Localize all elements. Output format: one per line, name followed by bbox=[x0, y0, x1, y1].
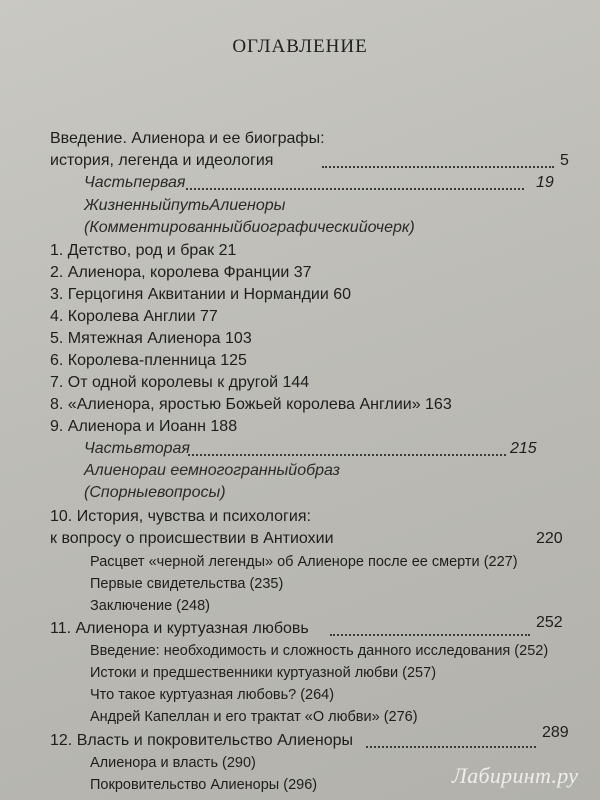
dot-leader bbox=[330, 634, 530, 636]
toc-chapter-7: 7. От одной королевы к другой 144 bbox=[50, 374, 310, 391]
toc-section: Покровительство Алиеноры (296) bbox=[90, 777, 318, 793]
toc-chapter-5: 5. Мятежная Алиенора 103 bbox=[50, 330, 252, 347]
toc-chapter-10: 10. История, чувства и психология: bbox=[50, 508, 311, 525]
dot-leader bbox=[366, 746, 536, 748]
toc-chapter-8: 8. «Алиенора, яростью Божьей королева Англии» 163 bbox=[50, 396, 452, 413]
toc-chapter-10-cont: к вопросу о происшествии в Антиохии bbox=[50, 530, 334, 547]
toc-chapter-4: 4. Королева Англии 77 bbox=[50, 308, 218, 325]
toc-page-number: 289 bbox=[542, 724, 569, 741]
toc-chapter-11: 11. Алиенора и куртуазная любовь bbox=[50, 620, 309, 637]
toc-chapter-2: 2. Алиенора, королева Франции 37 bbox=[50, 264, 312, 281]
page-title: ОГЛАВЛЕНИЕ bbox=[232, 36, 368, 57]
dot-leader bbox=[186, 188, 524, 190]
toc-chapter-12: 12. Власть и покровительство Алиеноры bbox=[50, 732, 354, 749]
toc-section: Андрей Капеллан и его трактат «О любви» (276) bbox=[90, 709, 418, 725]
toc-section: Введение: необходимость и сложность данного исследования (252) bbox=[90, 643, 549, 659]
toc-section: Первые свидетельства (235) bbox=[90, 576, 284, 592]
part-one-subtitle: (Комментированныйбиографическийочерк) bbox=[84, 219, 415, 236]
part-two-subtitle: (Спорныевопросы) bbox=[84, 484, 226, 501]
toc-entry-intro-cont: история, легенда и идеология bbox=[50, 152, 274, 169]
toc-page-number: 220 bbox=[536, 530, 563, 547]
toc-chapter-9: 9. Алиенора и Иоанн 188 bbox=[50, 418, 238, 435]
toc-chapter-6: 6. Королева-пленница 125 bbox=[50, 352, 247, 369]
toc-section: Истоки и предшественники куртуазной любви (257) bbox=[90, 665, 437, 681]
toc-chapter-3: 3. Герцогиня Аквитании и Нормандии 60 bbox=[50, 286, 352, 303]
toc-section: Что такое куртуазная любовь? (264) bbox=[90, 687, 335, 703]
part-two-heading: Частьвторая bbox=[84, 440, 190, 457]
part-one-title: ЖизненныйпутьАлиеноры bbox=[84, 197, 286, 214]
dot-leader bbox=[322, 166, 554, 168]
part-one-heading: Частьпервая bbox=[84, 174, 186, 191]
toc-entry-intro: Введение. Алиенора и ее биографы: bbox=[50, 130, 325, 147]
toc-page-number: 5 bbox=[560, 152, 569, 169]
toc-chapter-1: 1. Детство, род и брак 21 bbox=[50, 242, 237, 259]
toc-section: Расцвет «черной легенды» об Алиеноре после ее смерти (227) bbox=[90, 554, 518, 570]
toc-page-number: 215 bbox=[510, 440, 537, 457]
toc-page-number: 19 bbox=[536, 174, 554, 191]
part-two-title: Алиенораи еемногогранныйобраз bbox=[84, 462, 340, 479]
toc-section: Алиенора и власть (290) bbox=[90, 755, 256, 771]
toc-page-number: 252 bbox=[536, 614, 563, 631]
dot-leader bbox=[188, 454, 506, 456]
watermark-logo: Лабиринт.ру bbox=[452, 763, 579, 788]
toc-section: Заключение (248) bbox=[90, 598, 211, 614]
